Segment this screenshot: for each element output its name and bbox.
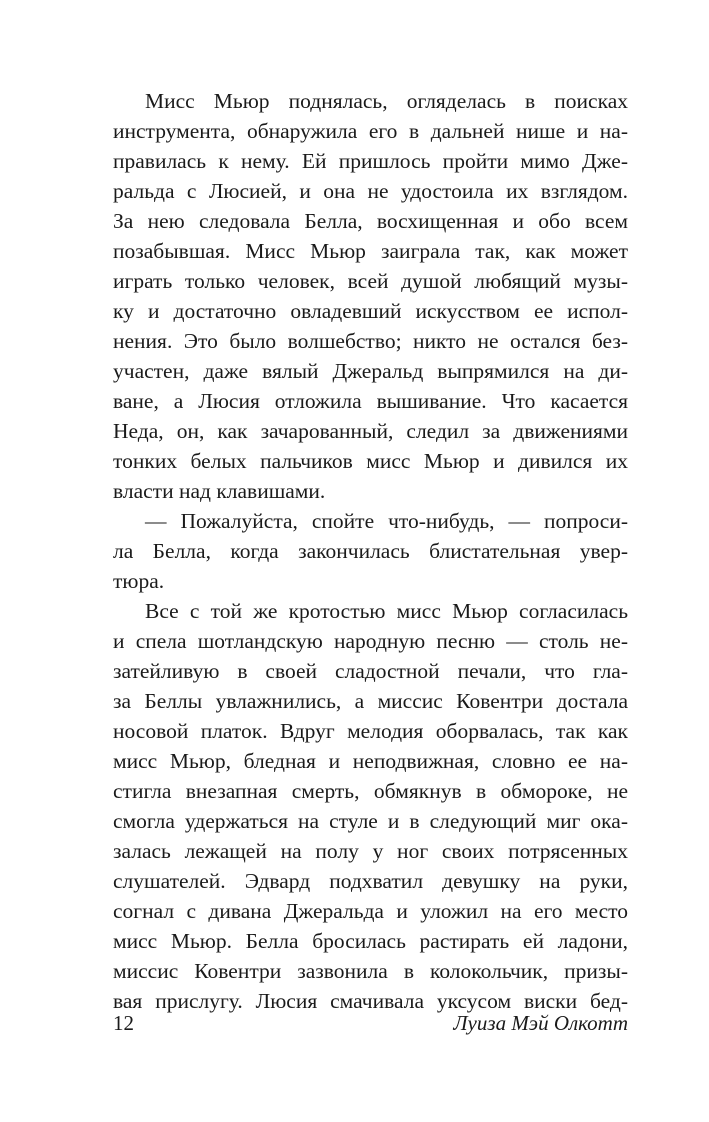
text-line: — Пожалуйста, спойте что-нибудь, — попроси- — [145, 509, 628, 533]
text-line: вая прислугу. Люсия смачивала уксусом виски бед- — [113, 989, 628, 1013]
text-line: позабывшая. Мисс Мьюр заиграла так, как может — [113, 239, 628, 263]
page-footer — [113, 1008, 628, 1038]
paragraph-2 — [113, 506, 628, 596]
text-line: тюра. — [113, 569, 165, 593]
text-line: за Беллы увлажнились, а миссис Ковентри достала — [113, 689, 628, 713]
text-line: смогла удержаться на стуле и в следующий миг ока- — [113, 809, 628, 833]
text-line: ку и достаточно овладевший искусством ее испол- — [113, 299, 628, 323]
text-line: Мисс Мьюр поднялась, огляделась в поисках — [145, 89, 628, 113]
text-line: стигла внезапная смерть, обмякнув в обмороке, не — [113, 779, 628, 803]
text-line: играть только человек, всей душой любящий музы- — [113, 269, 628, 293]
paragraph-1 — [113, 86, 628, 506]
text-line: мисс Мьюр, бледная и неподвижная, словно ее на- — [113, 749, 628, 773]
text-line: ване, а Люсия отложила вышивание. Что касается — [113, 389, 628, 413]
text-line: тонких белых пальчиков мисс Мьюр и дивился их — [113, 449, 628, 473]
text-line: нения. Это было волшебство; никто не остался без- — [113, 329, 628, 353]
text-line: мисс Мьюр. Белла бросилась растирать ей ладони, — [113, 929, 628, 953]
text-line: За нею следовала Белла, восхищенная и обо всем — [113, 209, 628, 233]
body-text — [113, 86, 628, 1016]
text-line: ральда с Люсией, и она не удостоила их взглядом. — [113, 179, 628, 203]
text-line: согнал с дивана Джеральда и уложил на его место — [113, 899, 628, 923]
text-line: Все с той же кротостью мисс Мьюр согласилась — [145, 599, 628, 623]
text-line: участен, даже вялый Джеральд выпрямился на ди- — [113, 359, 628, 383]
text-line: носовой платок. Вдруг мелодия оборвалась, так как — [113, 719, 628, 743]
text-line: и спела шотландскую народную песню — столь не- — [113, 629, 628, 653]
text-line: ла Белла, когда закончилась блистательная увер- — [113, 539, 628, 563]
running-author: Луиза Мэй Олкотт — [453, 1011, 628, 1035]
text-line: Неда, он, как зачарованный, следил за движениями — [113, 419, 628, 443]
text-line: залась лежащей на полу у ног своих потрясенных — [113, 839, 628, 863]
text-line: миссис Ковентри зазвонила в колокольчик, призы- — [113, 959, 628, 983]
page-number: 12 — [113, 1011, 134, 1035]
paragraph-3 — [113, 596, 628, 1016]
text-line: власти над клавишами. — [113, 479, 326, 503]
text-line: слушателей. Эдвард подхватил девушку на руки, — [113, 869, 628, 893]
text-line: правилась к нему. Ей пришлось пройти мимо Дже- — [113, 149, 628, 173]
text-line: затейливую в своей сладостной печали, что гла- — [113, 659, 628, 683]
text-line: инструмента, обнаружила его в дальней нише и на- — [113, 119, 628, 143]
